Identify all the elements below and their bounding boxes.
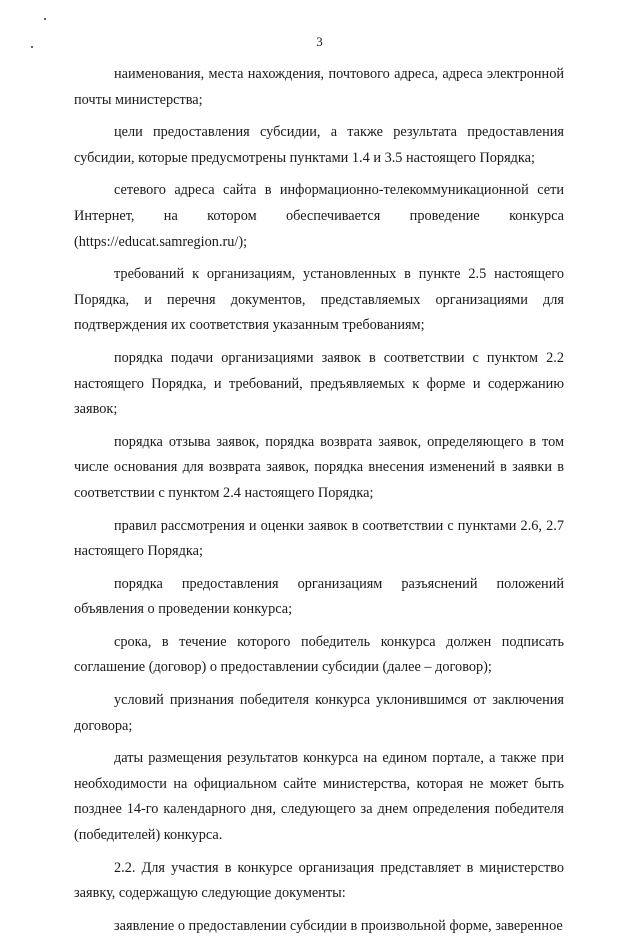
paragraph: срока, в течение которого победитель конкурса должен подписать соглашение (договор) о предоставлении субсидии (далее – договор); [74, 633, 564, 676]
scan-speck [44, 18, 46, 20]
paragraph: порядка подачи организациями заявок в соответствии с пунктом 2.2 настоящего Порядка, и требований, предъявляемых к форме и содержанию заявок; [74, 349, 564, 418]
paragraph: условий признания победителя конкурса уклонившимся от заключения договора; [74, 692, 564, 734]
paragraph: правил рассмотрения и оценки заявок в соответствии с пунктами 2.6, 2.7 настоящего Порядка; [74, 517, 564, 560]
page-number: 3 [316, 34, 323, 49]
paragraph: порядка отзыва заявок, порядка возврата заявок, определяющего в том числе основания для возврата заявок, порядка внесения изменений в заявки в соответствии с пунктом 2.4 настоящего Порядка; [74, 433, 564, 501]
paragraph: 2.2. Для участия в конкурсе организация представляет в министерство заявку, содержащую следующие документы: [74, 859, 564, 902]
paragraph: наименования, места нахождения, почтового адреса, адреса электронной почты министерства; [74, 66, 564, 108]
paragraph: сетевого адреса сайта в информационно-телекоммуникационной сети Интернет, на котором обеспечивается проведение конкурса (https://educat.samregion.ru/); [74, 182, 564, 250]
document-body [74, 62, 564, 946]
paragraph: порядка предоставления организациям разъяснений положений объявления о проведении конкурса; [74, 575, 564, 618]
paragraph: цели предоставления субсидии, а также результата предоставления субсидии, которые предусмотрены пунктами 1.4 и 3.5 настоящего Порядка; [74, 124, 564, 166]
paragraph: заявление о предоставлении субсидии в произвольной форме, заверенное [114, 917, 563, 934]
paragraph: даты размещения результатов конкурса на едином портале, а также при необходимости на официальном сайте министерства, которая не может быть позднее 14-го календарного дня, следующего за днем определения победителя (победителей) конкурса. [74, 750, 564, 844]
paragraph: требований к организациям, установленных в пункте 2.5 настоящего Порядка, и перечня документов, представляемых организациями для подтверждения их соответствия указанным требованиям; [74, 266, 564, 334]
